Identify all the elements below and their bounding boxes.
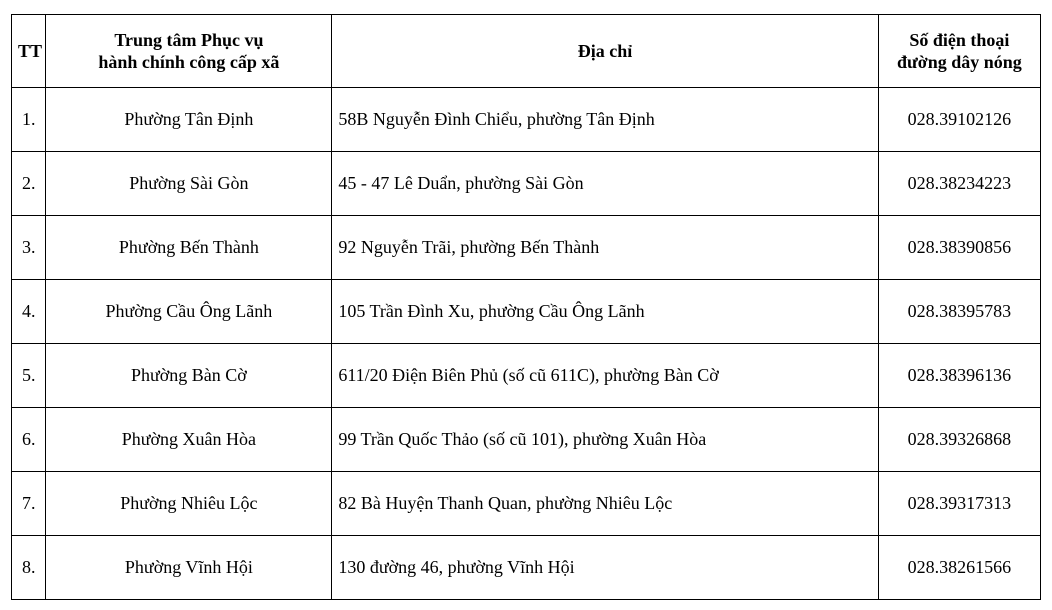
row-number: 7.	[12, 472, 46, 536]
header-phone-line1: Số điện thoại	[909, 30, 1010, 50]
table-row	[12, 536, 1041, 600]
header-center-line1: Trung tâm Phục vụ	[114, 30, 264, 50]
center-name: Phường Bến Thành	[46, 216, 332, 280]
service-centers-table	[11, 14, 1041, 600]
center-name: Phường Bàn Cờ	[46, 344, 332, 408]
table-row	[12, 88, 1041, 152]
center-address: 130 đường 46, phường Vĩnh Hội	[332, 536, 878, 600]
header-tt: TT	[12, 15, 46, 88]
center-name: Phường Xuân Hòa	[46, 408, 332, 472]
table-row	[12, 472, 1041, 536]
hotline-number: 028.39326868	[878, 408, 1040, 472]
row-number: 4.	[12, 280, 46, 344]
table-row	[12, 216, 1041, 280]
header-center-line2: hành chính công cấp xã	[98, 52, 280, 72]
row-number: 5.	[12, 344, 46, 408]
table-row	[12, 152, 1041, 216]
table-row	[12, 280, 1041, 344]
header-phone	[878, 15, 1040, 88]
center-name: Phường Tân Định	[46, 88, 332, 152]
center-address: 92 Nguyễn Trãi, phường Bến Thành	[332, 216, 878, 280]
center-address: 58B Nguyễn Đình Chiểu, phường Tân Định	[332, 88, 878, 152]
hotline-number: 028.38395783	[878, 280, 1040, 344]
center-address: 99 Trần Quốc Thảo (số cũ 101), phường Xuân Hòa	[332, 408, 878, 472]
hotline-number: 028.38261566	[878, 536, 1040, 600]
row-number: 6.	[12, 408, 46, 472]
hotline-number: 028.38390856	[878, 216, 1040, 280]
row-number: 1.	[12, 88, 46, 152]
hotline-number: 028.38234223	[878, 152, 1040, 216]
center-address: 45 - 47 Lê Duẩn, phường Sài Gòn	[332, 152, 878, 216]
row-number: 3.	[12, 216, 46, 280]
hotline-number: 028.38396136	[878, 344, 1040, 408]
center-address: 611/20 Điện Biên Phủ (số cũ 611C), phường Bàn Cờ	[332, 344, 878, 408]
table-row	[12, 344, 1041, 408]
center-name: Phường Cầu Ông Lãnh	[46, 280, 332, 344]
center-name: Phường Sài Gòn	[46, 152, 332, 216]
hotline-number: 028.39317313	[878, 472, 1040, 536]
center-name: Phường Vĩnh Hội	[46, 536, 332, 600]
header-center	[46, 15, 332, 88]
hotline-number: 028.39102126	[878, 88, 1040, 152]
row-number: 2.	[12, 152, 46, 216]
center-address: 105 Trần Đình Xu, phường Cầu Ông Lãnh	[332, 280, 878, 344]
row-number: 8.	[12, 536, 46, 600]
table-header-row	[12, 15, 1041, 88]
center-address: 82 Bà Huyện Thanh Quan, phường Nhiêu Lộc	[332, 472, 878, 536]
table-row	[12, 408, 1041, 472]
header-address: Địa chỉ	[332, 15, 878, 88]
center-name: Phường Nhiêu Lộc	[46, 472, 332, 536]
header-phone-line2: đường dây nóng	[896, 52, 1022, 72]
